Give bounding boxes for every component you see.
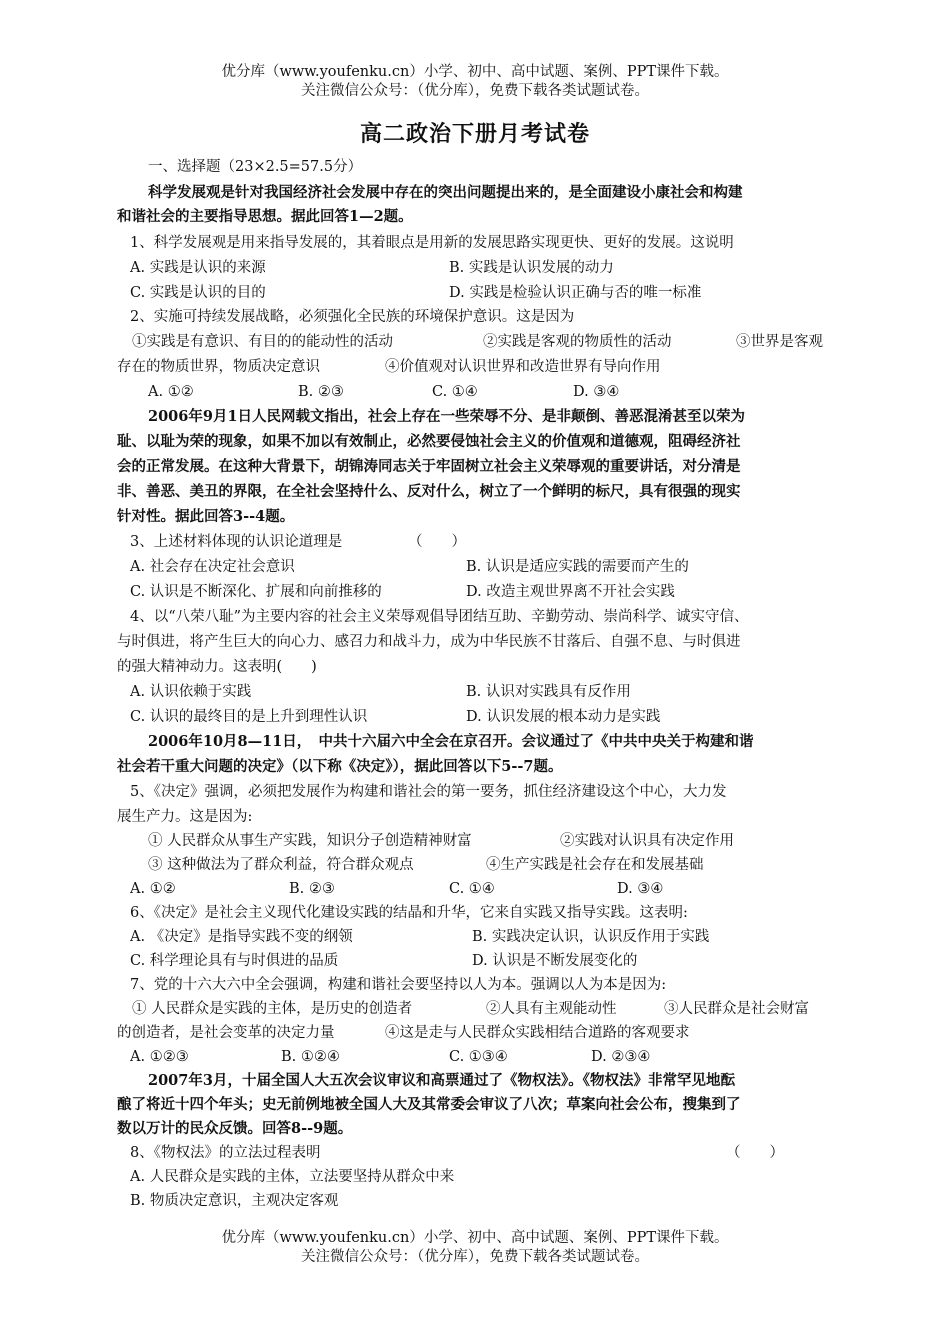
- q4-stem-line: 与时俱进，将产生巨大的向心力、感召力和战斗力，成为中华民族不甘落后、自强不息、与时俱进: [117, 634, 741, 650]
- material-4-line: 酿了将近十四个年头；史无前例地被全国人大及其常委会审议了八次；草案向社会公布，搜集到了: [117, 1096, 741, 1113]
- q1-option-d: D. 实践是检验认识正确与否的唯一标准: [449, 285, 702, 301]
- q2-option-c: C. ①④: [432, 384, 478, 400]
- q2-option-b: B. ②③: [298, 384, 344, 400]
- q6-stem: 6、《决定》是社会主义现代化建设实践的结晶和升华，它来自实践又指导实践。这表明:: [130, 905, 688, 921]
- material-2-line: 耻、以耻为荣的现象，如果不加以有效制止，必然要侵蚀社会主义的价值观和道德观，阻碍经济社: [117, 433, 741, 450]
- q4-option-c: C. 认识的最终目的是上升到理性认识: [130, 709, 368, 725]
- q5-statement: ③ 这种做法为了群众利益，符合群众观点: [148, 857, 414, 873]
- q4-stem-line: 4、以“八荣八耻”为主要内容的社会主义荣辱观倡导团结互助、辛勤劳动、崇尚科学、诚实守信、: [130, 609, 749, 625]
- q3-stem: 3、上述材料体现的认识论道理是: [130, 534, 343, 550]
- q5-option-a: A. ①②: [130, 881, 176, 897]
- q2-stem: 2、实施可持续发展战略，必须强化全民族的环境保护意识。这是因为: [130, 309, 575, 325]
- q4-option-a: A. 认识依赖于实践: [130, 684, 252, 700]
- q7-statement: ②人具有主观能动性: [486, 1001, 617, 1017]
- q7-statement: ① 人民群众是实践的主体，是历史的创造者: [132, 1001, 413, 1017]
- q6-option-d: D. 认识是不断发展变化的: [472, 953, 638, 969]
- q4-option-b: B. 认识对实践具有反作用: [466, 684, 631, 700]
- q5-statement: ① 人民群众从事生产实践，知识分子创造精神财富: [148, 833, 472, 849]
- q5-statement: ②实践对认识具有决定作用: [560, 833, 734, 849]
- q4-stem-line: 的强大精神动力。这表明( ): [117, 659, 317, 675]
- q5-option-b: B. ②③: [289, 881, 335, 897]
- q8-stem: 8、《物权法》的立法过程表明: [130, 1145, 321, 1161]
- q1-option-a: A. 实践是认识的来源: [130, 260, 266, 276]
- q8-option-b: B. 物质决定意识，主观决定客观: [130, 1193, 339, 1209]
- q2-statement: ②实践是客观的物质性的活动: [483, 334, 672, 350]
- q7-stem: 7、党的十六大六中全会强调，构建和谐社会要坚持以人为本。强调以人为本是因为:: [130, 977, 667, 993]
- q7-option-a: A. ①②③: [130, 1049, 189, 1065]
- material-4-line: 2007年3月，十届全国人大五次会议审议和高票通过了《物权法》。《物权法》非常罕见地酝: [148, 1072, 735, 1089]
- q2-statement: ④价值观对认识世界和改造世界有导向作用: [385, 359, 661, 375]
- q3-option-a: A. 社会存在决定社会意识: [130, 559, 295, 575]
- q5-stem-line: 5、《决定》强调，必须把发展作为构建和谐社会的第一要务，抓住经济建设这个中心，大力发: [130, 784, 727, 800]
- q8-answer-paren: （ ）: [726, 1145, 784, 1161]
- material-3-line: 社会若干重大问题的决定》（以下称《决定》），据此回答以下5--7题。: [117, 758, 563, 775]
- q1-option-b: B. 实践是认识发展的动力: [449, 260, 614, 276]
- q4-option-d: D. 认识发展的根本动力是实践: [466, 709, 661, 725]
- q3-answer-paren: （ ）: [408, 534, 466, 550]
- q7-option-b: B. ①②④: [281, 1049, 340, 1065]
- q2-statement: ③世界是客观: [736, 334, 823, 350]
- q1-option-c: C. 实践是认识的目的: [130, 285, 266, 301]
- material-1-line: 科学发展观是针对我国经济社会发展中存在的突出问题提出来的，是全面建设小康社会和构建: [148, 184, 743, 201]
- material-2-line: 非、善恶、美丑的界限，在全社会坚持什么、反对什么，树立了一个鲜明的标尺，具有很强的现实: [117, 483, 741, 500]
- material-2-line: 2006年9月1日人民网载文指出，社会上存在一些荣辱不分、是非颠倒、善恶混淆甚至以荣为: [148, 408, 746, 425]
- material-2-line: 会的正常发展。在这种大背景下，胡锦涛同志关于牢固树立社会主义荣辱观的重要讲话，对分清是: [117, 458, 741, 475]
- q6-option-a: A. 《决定》是指导实践不变的纲领: [130, 929, 353, 945]
- q2-statement: 存在的物质世界，物质决定意识: [117, 359, 320, 375]
- q3-option-c: C. 认识是不断深化、扩展和向前推移的: [130, 584, 382, 600]
- material-4-line: 数以万计的民众反馈。回答8--9题。: [117, 1120, 353, 1137]
- material-1-line: 和谐社会的主要指导思想。据此回答1—2题。: [117, 208, 413, 225]
- q8-option-a: A. 人民群众是实践的主体，立法要坚持从群众中来: [130, 1169, 455, 1185]
- material-3-line: 2006年10月8—11日， 中共十六届六中全会在京召开。会议通过了《中共中央关于构建和谐: [148, 733, 754, 750]
- q5-stem-line: 展生产力。这是因为:: [117, 809, 253, 825]
- q7-option-d: D. ②③④: [591, 1049, 651, 1065]
- material-2-line: 针对性。据此回答3--4题。: [117, 508, 295, 525]
- q2-statement: ①实践是有意识、有目的的能动性的活动: [132, 334, 393, 350]
- q7-statement: ④这是走与人民群众实践相结合道路的客观要求: [385, 1025, 690, 1041]
- footer-line-2: 关注微信公众号：（优分库），免费下载各类试题试卷。: [301, 1249, 649, 1265]
- q2-option-d: D. ③④: [573, 384, 620, 400]
- q7-option-c: C. ①③④: [449, 1049, 508, 1065]
- q2-option-a: A. ①②: [148, 384, 194, 400]
- header-line-1: 优分库（www.youfenku.cn）小学、初中、高中试题、案例、PPT课件下载。: [221, 64, 729, 80]
- q3-option-b: B. 认识是适应实践的需要而产生的: [466, 559, 689, 575]
- q6-option-c: C. 科学理论具有与时俱进的品质: [130, 953, 339, 969]
- q5-option-c: C. ①④: [449, 881, 495, 897]
- q3-option-d: D. 改造主观世界离不开社会实践: [466, 584, 675, 600]
- q5-statement: ④生产实践是社会存在和发展基础: [486, 857, 704, 873]
- q7-statement: 的创造者，是社会变革的决定力量: [117, 1025, 335, 1041]
- q5-option-d: D. ③④: [617, 881, 664, 897]
- footer-line-1: 优分库（www.youfenku.cn）小学、初中、高中试题、案例、PPT课件下载。: [221, 1230, 729, 1246]
- q7-statement: ③人民群众是社会财富: [664, 1001, 809, 1017]
- page-title: 高二政治下册月考试卷: [359, 121, 590, 147]
- q6-option-b: B. 实践决定认识，认识反作用于实践: [472, 929, 710, 945]
- q1-stem: 1、科学发展观是用来指导发展的，其着眼点是用新的发展思路实现更快、更好的发展。这说明: [130, 235, 734, 251]
- header-line-2: 关注微信公众号：（优分库），免费下载各类试题试卷。: [301, 83, 649, 99]
- section-heading: 一、选择题（23×2.5=57.5分）: [148, 159, 363, 175]
